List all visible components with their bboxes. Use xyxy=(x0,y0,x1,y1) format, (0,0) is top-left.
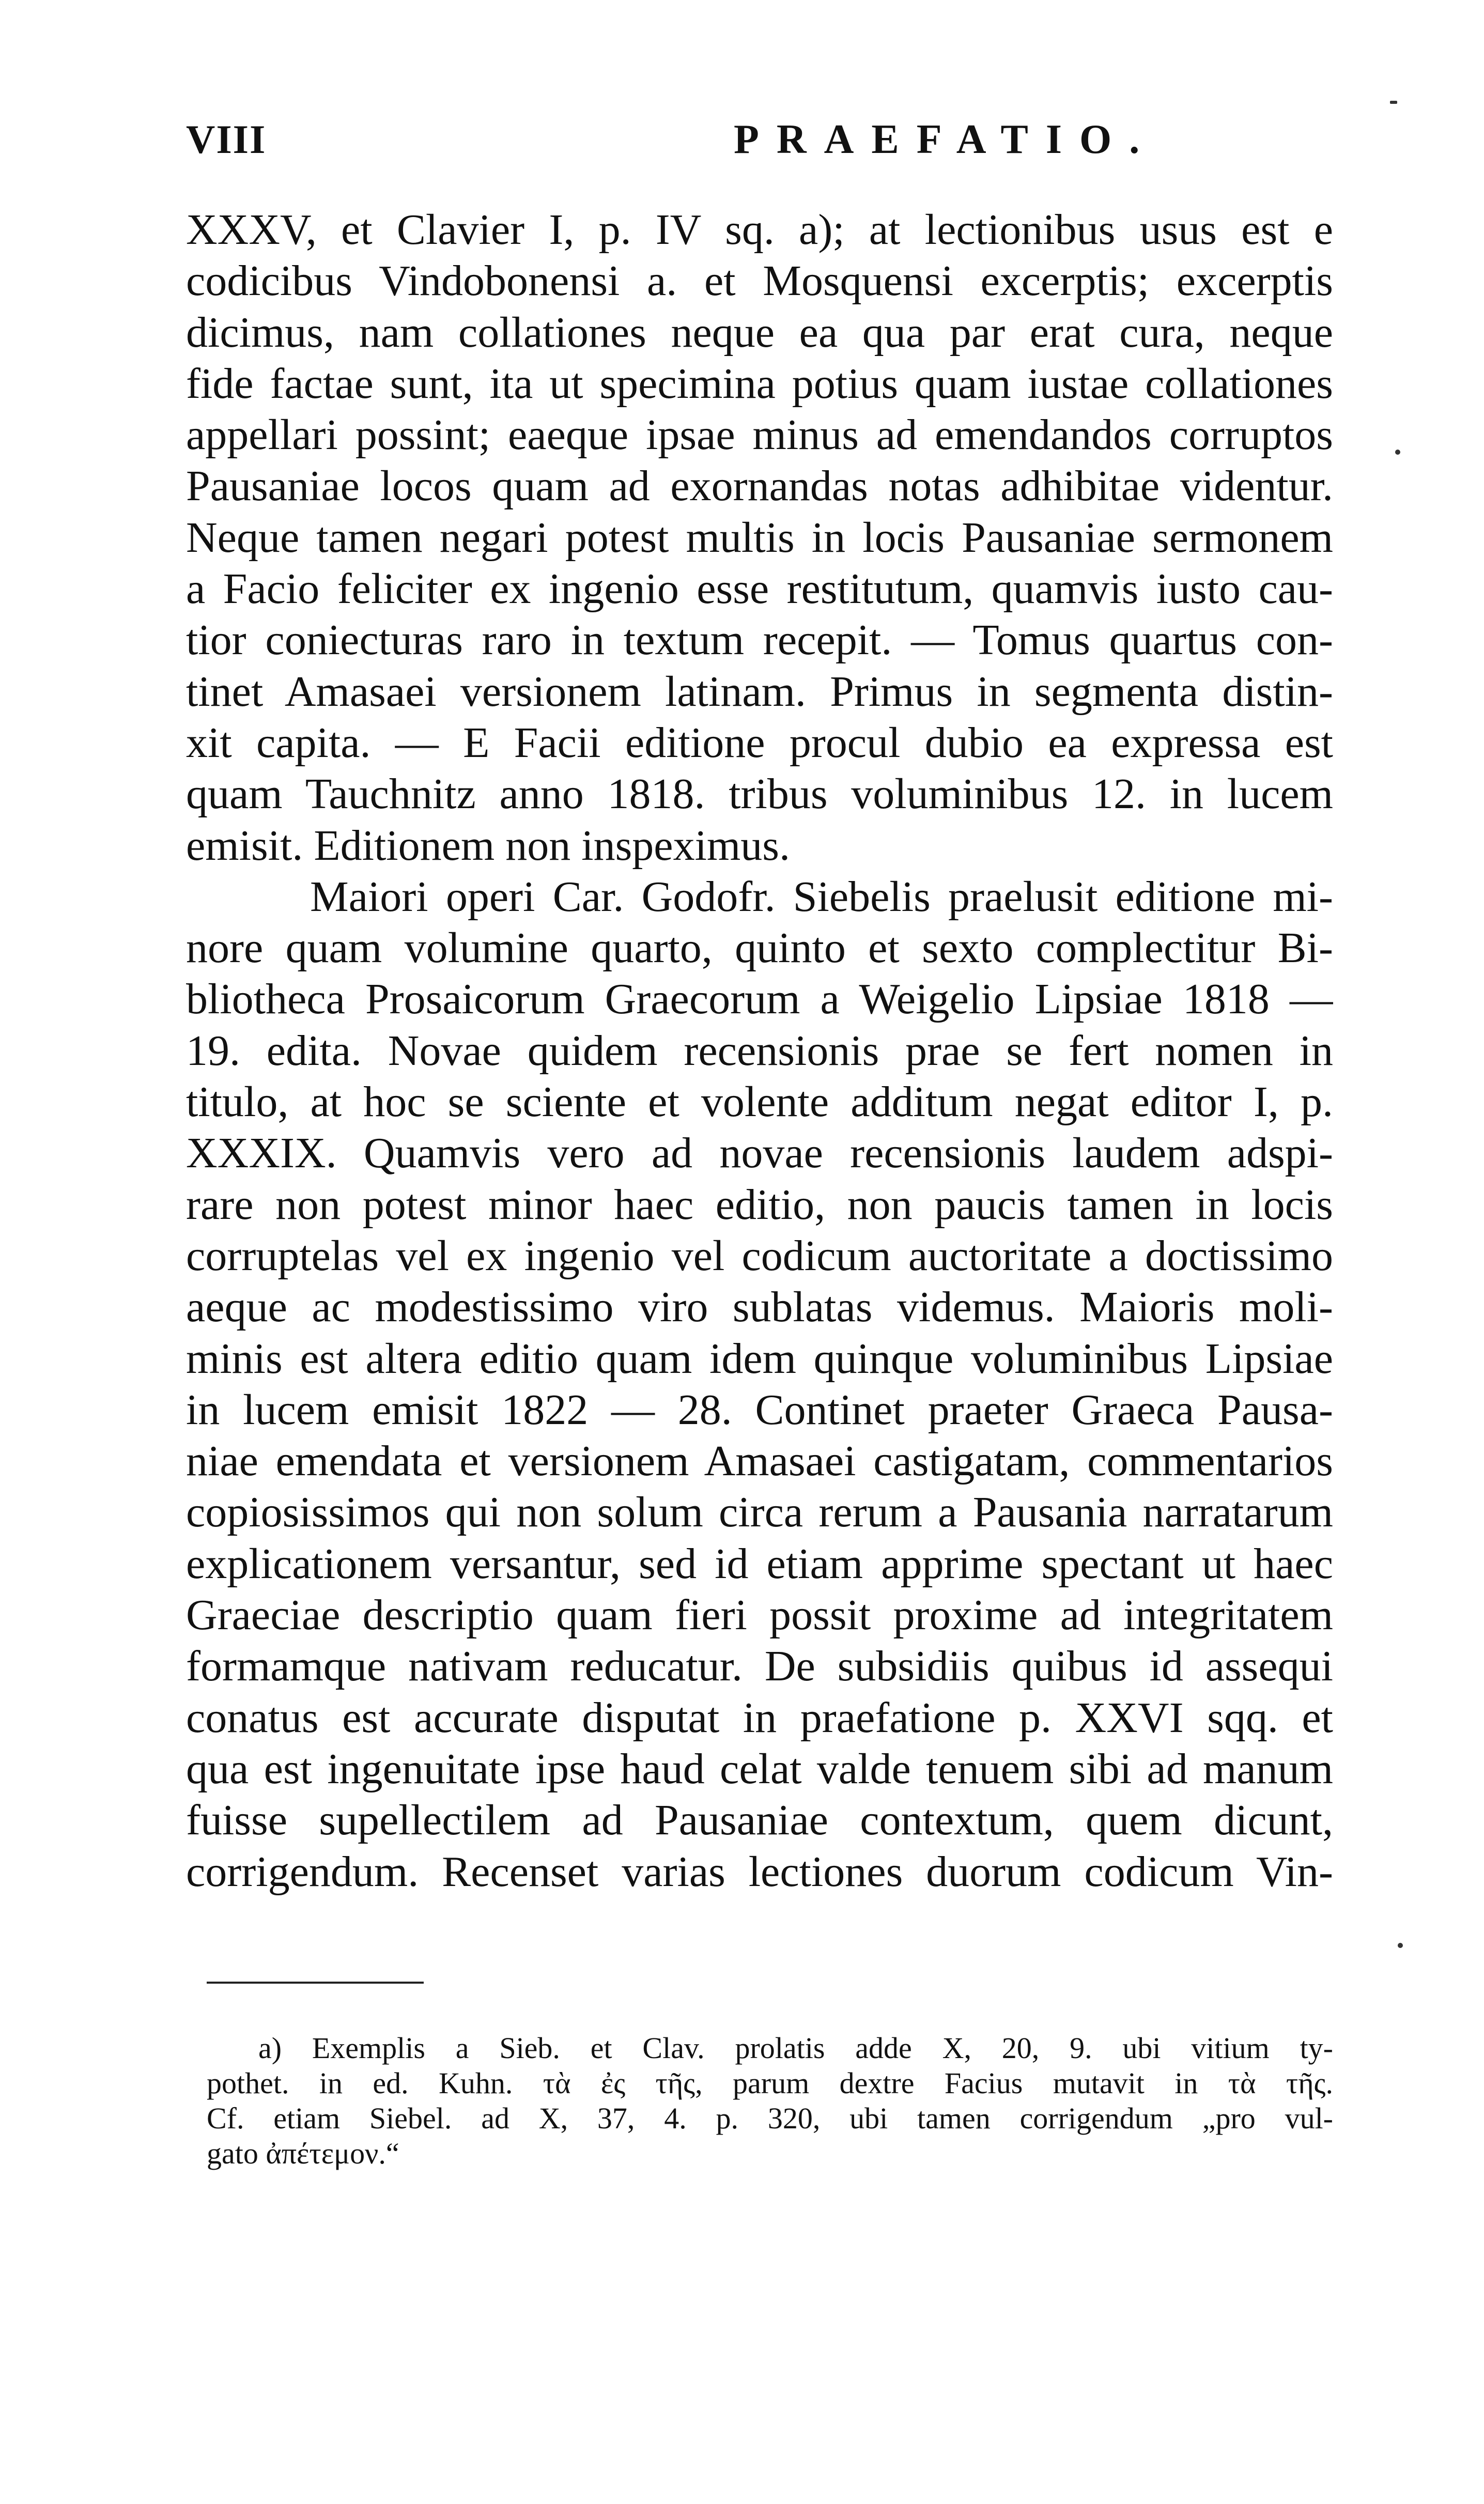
text-line: Pausaniae locos quam ad exornandas notas adhibitae videntur. xyxy=(186,462,1333,511)
text-line: tior coniecturas raro in textum recepit. — Tomus quartus con- xyxy=(186,616,1333,664)
text-line: Neque tamen negari potest multis in locis Pausaniae sermonem xyxy=(186,513,1333,562)
print-speck xyxy=(1398,1943,1403,1948)
text-line: bliotheca Prosaicorum Graecorum a Weigelio Lipsiae 1818 — xyxy=(186,975,1333,1024)
print-speck xyxy=(1390,101,1397,104)
footnote-line: Cf. etiam Siebel. ad X, 37, 4. p. 320, ubi tamen corrigendum „pro vul- xyxy=(207,2101,1333,2135)
text-line: fuisse supellectilem ad Pausaniae contextum, quem dicunt, xyxy=(186,1796,1333,1845)
text-line: conatus est accurate disputat in praefatione p. XXVI sqq. et xyxy=(186,1693,1333,1742)
print-speck xyxy=(1395,450,1400,455)
text-line: appellari possint; eaeque ipsae minus ad emendandos corruptos xyxy=(186,411,1333,459)
footnote-line: a) Exemplis a Sieb. et Clav. prolatis adde X, 20, 9. ubi vitium ty- xyxy=(258,2031,1333,2065)
text-line: explicationem versantur, sed id etiam apprime spectant ut haec xyxy=(186,1539,1333,1588)
text-line: formamque nativam reducatur. De subsidiis quibus id assequi xyxy=(186,1642,1333,1691)
text-line: xit capita. — E Facii editione procul dubio ea expressa est xyxy=(186,718,1333,767)
text-line: fide factae sunt, ita ut specimina potius quam iustae collationes xyxy=(186,359,1333,408)
footnotes xyxy=(207,2031,1333,2171)
text-line: XXXIX. Quamvis vero ad novae recensionis laudem adspi- xyxy=(186,1129,1333,1178)
text-line: dicimus, nam collationes neque ea qua par erat cura, neque xyxy=(186,308,1333,357)
text-line: tinet Amasaei versionem latinam. Primus in segmenta distin- xyxy=(186,667,1333,716)
text-line: copiosissimos qui non solum circa rerum a Pausania narratarum xyxy=(186,1488,1333,1537)
page-number: VIII xyxy=(186,117,267,162)
text-line: niae emendata et versionem Amasaei castigatam, commentarios xyxy=(186,1437,1333,1486)
text-line: quam Tauchnitz anno 1818. tribus voluminibus 12. in lucem xyxy=(186,770,1333,818)
text-line: rare non potest minor haec editio, non paucis tamen in locis xyxy=(186,1180,1333,1229)
text-line: qua est ingenuitate ipse haud celat valde tenuem sibi ad manum xyxy=(186,1744,1333,1793)
footnote-divider xyxy=(207,1982,424,1984)
text-line: titulo, at hoc se sciente et volente additum negat editor I, p. xyxy=(186,1078,1333,1126)
text-line: codicibus Vindobonensi a. et Mosquensi excerptis; excerptis xyxy=(186,257,1333,305)
text-line: minis est altera editio quam idem quinque voluminibus Lipsiae xyxy=(186,1334,1333,1383)
text-line: aeque ac modestissimo viro sublatas videmus. Maioris moli- xyxy=(186,1283,1333,1332)
text-line: Graeciae descriptio quam fieri possit proxime ad integritatem xyxy=(186,1591,1333,1640)
text-line: in lucem emisit 1822 — 28. Continet praeter Graeca Pausa- xyxy=(186,1385,1333,1434)
text-line: nore quam volumine quarto, quinto et sexto complectitur Bi- xyxy=(186,924,1333,972)
page-header xyxy=(186,116,1333,163)
text-line: 19. edita. Novae quidem recensionis prae se fert nomen in xyxy=(186,1026,1333,1075)
text-line: corruptelas vel ex ingenio vel codicum auctoritate a doctissimo xyxy=(186,1231,1333,1280)
text-line: emisit. Editionem non inspeximus. xyxy=(186,821,790,870)
text-line: XXXV, et Clavier I, p. IV sq. a); at lectionibus usus est e xyxy=(186,206,1333,254)
main-text xyxy=(186,204,1333,1897)
footnote-line: gato ἀπέτεμον.“ xyxy=(207,2137,399,2170)
text-line: corrigendum. Recenset varias lectiones duorum codicum Vin- xyxy=(186,1847,1333,1896)
text-line: a Facio feliciter ex ingenio esse restitutum, quamvis iusto cau- xyxy=(186,565,1333,613)
running-head: PRAEFATIO. xyxy=(734,117,1157,162)
footnote-line: pothet. in ed. Kuhn. τὰ ἐς τῆς, parum dextre Facius mutavit in τὰ τῆς. xyxy=(207,2066,1333,2100)
text-line: Maiori operi Car. Godofr. Siebelis praelusit editione mi- xyxy=(310,872,1333,921)
